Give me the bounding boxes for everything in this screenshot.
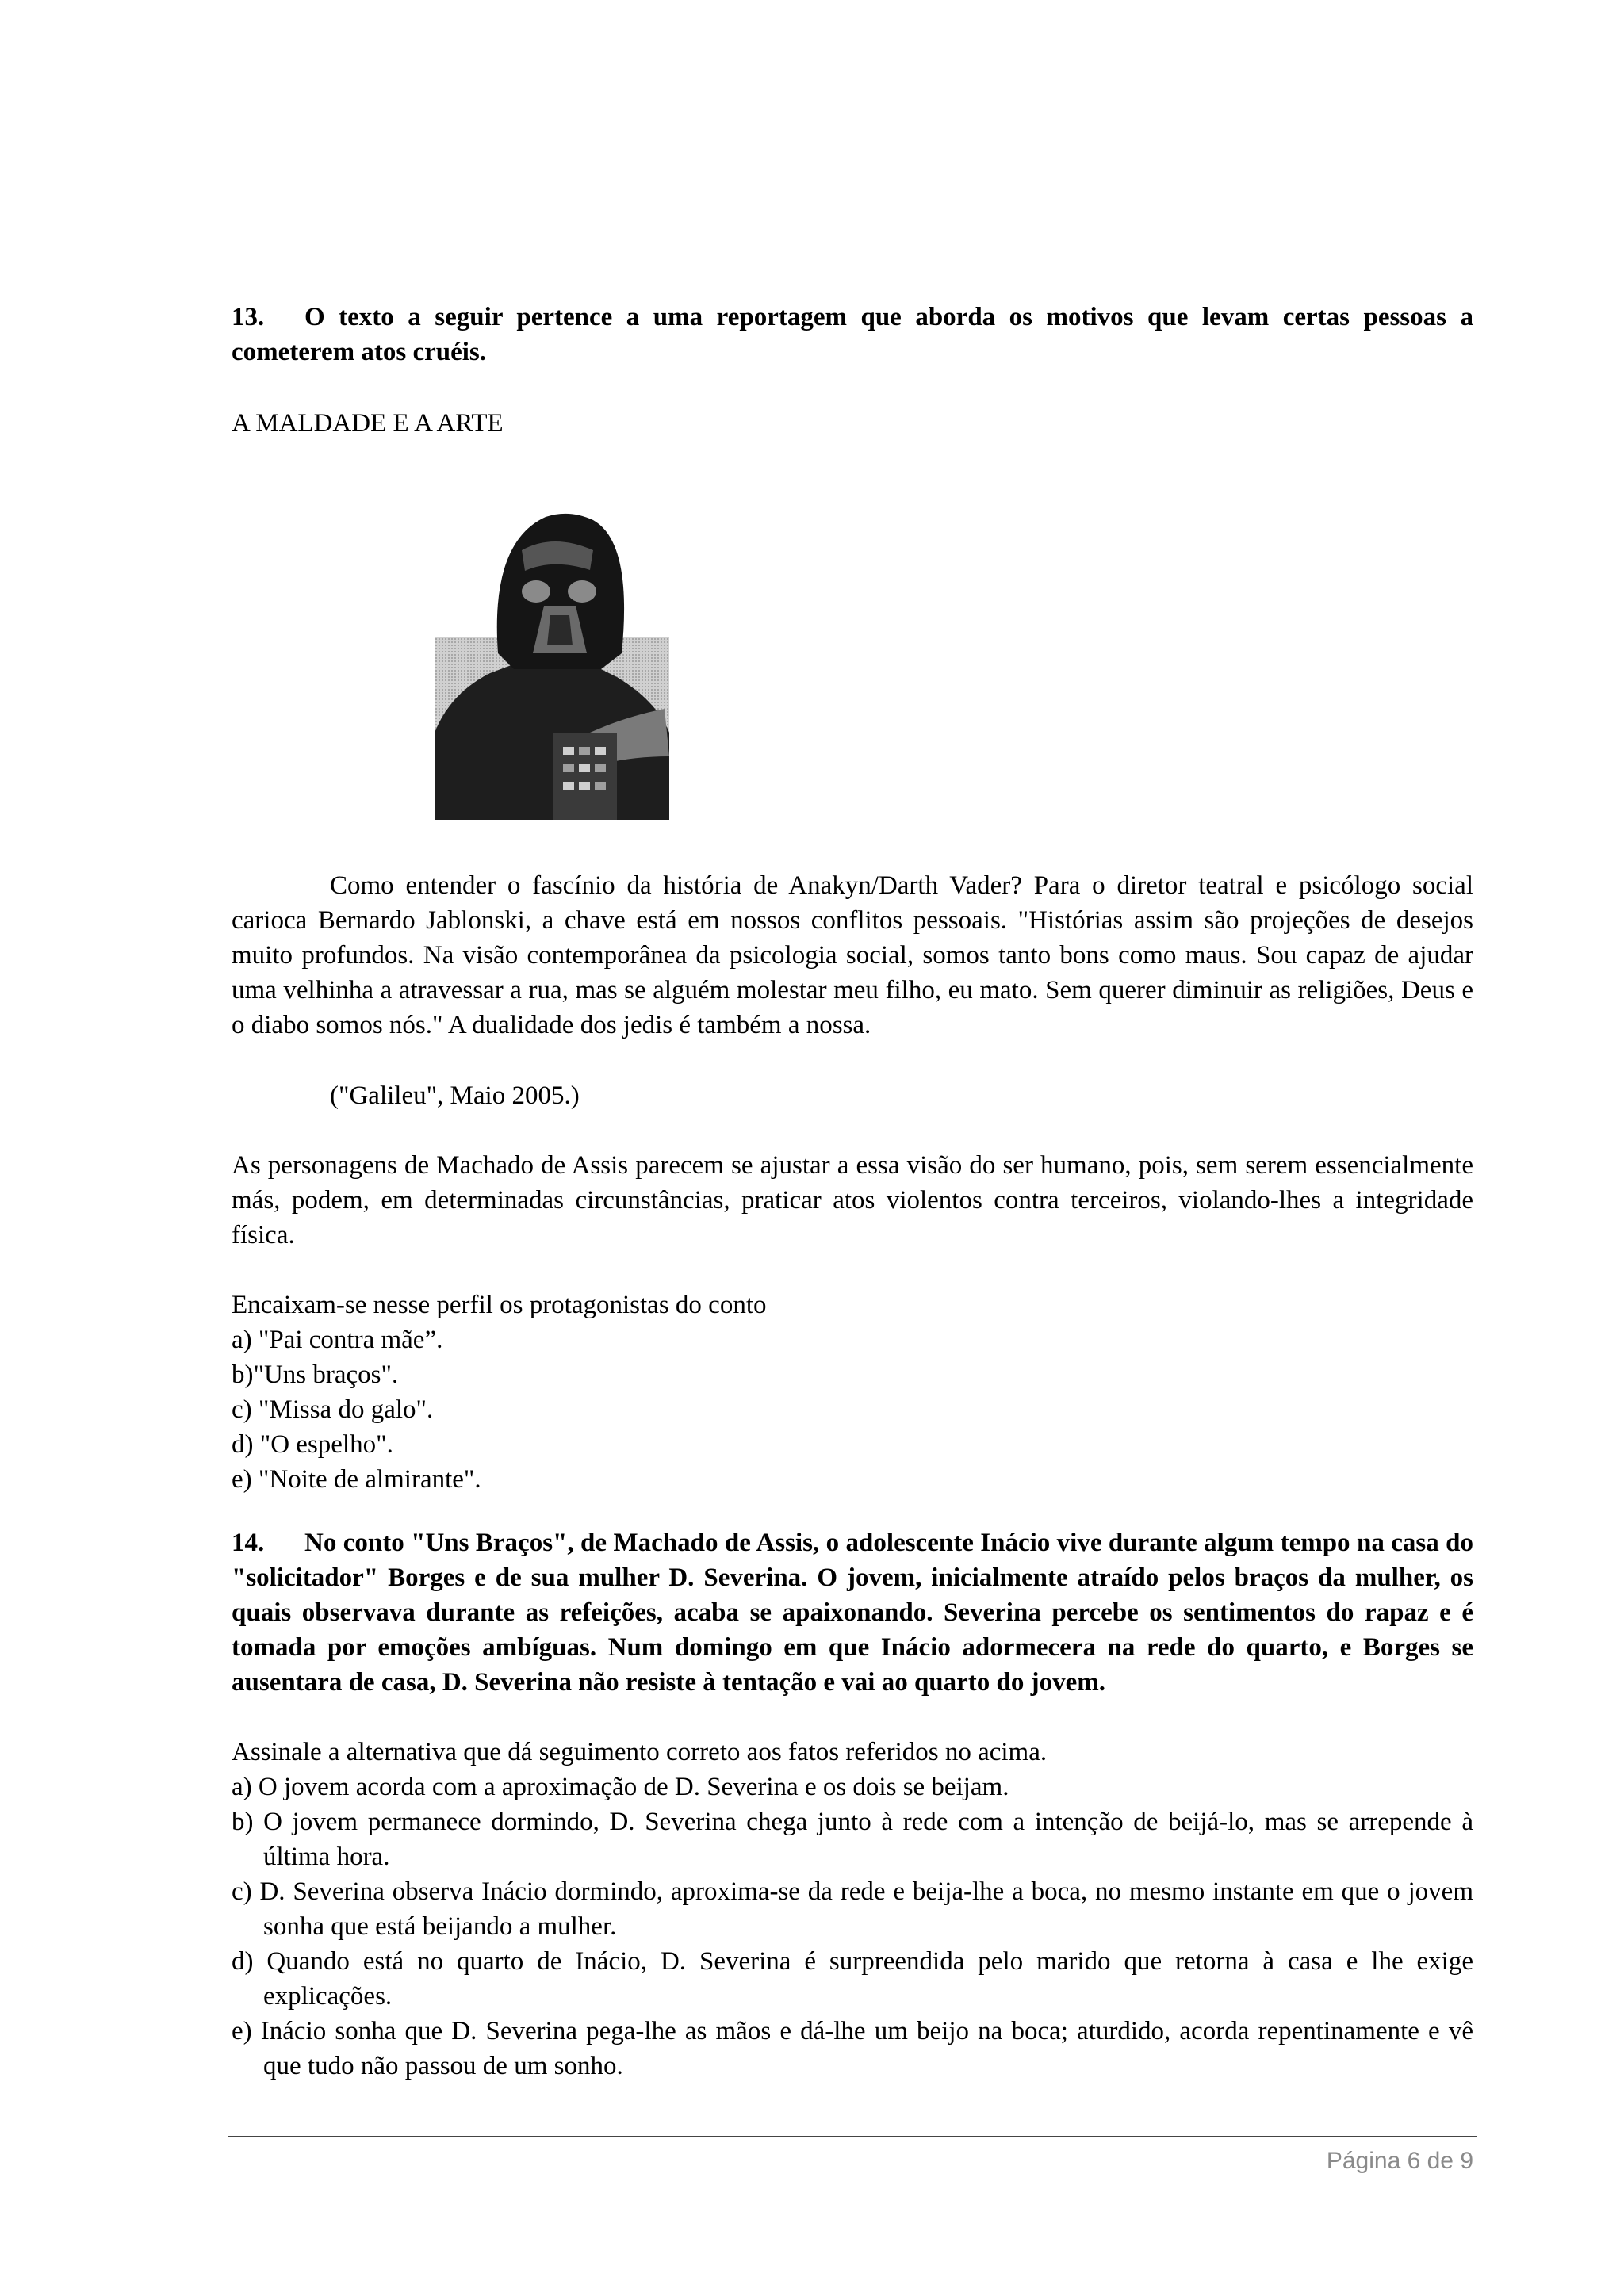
footer-divider (228, 2136, 1477, 2137)
option-e: e) "Noite de almirante". (232, 1465, 481, 1494)
question-13-prompt (232, 300, 1473, 369)
option-b: b)"Uns braços". (232, 1360, 399, 1389)
question-13-options (232, 1288, 1473, 1497)
option-b: b) O jovem permanece dormindo, D. Severina chega junto à rede com a intenção de beijá-lo, mas se arrepende à última hora. (232, 1808, 1473, 1871)
option-d: d) "O espelho". (232, 1430, 393, 1459)
question-13-comment: As personagens de Machado de Assis parecem se ajustar a essa visão do ser humano, pois, sem serem essencialmente más, podem, em determinadas circunstâncias, praticar atos violentos contra terceiros, violando-lhes a integridade física. (232, 1151, 1473, 1249)
article-source: ("Galileu", Maio 2005.) (330, 1081, 580, 1110)
option-e: e) Inácio sonha que D. Severina pega-lhe as mãos e dá-lhe um beijo na boca; aturdido, acorda repentinamente e vê que tudo não passou de um sonho. (232, 2017, 1473, 2080)
question-14-number: 14. (232, 1529, 265, 1557)
question-14-prompt (232, 1525, 1473, 1700)
article-title: A MALDADE E A ARTE (232, 409, 504, 438)
option-c: c) "Missa do galo". (232, 1395, 434, 1424)
question-13-stem: Encaixam-se nesse perfil os protagonistas do conto (232, 1291, 767, 1319)
option-a: a) "Pai contra mãe”. (232, 1326, 443, 1354)
question-14-text: No conto "Uns Braços", de Machado de Assis, o adolescente Inácio vive durante algum tempo na casa do "solicitador" Borges e de sua mulher D. Severina. O jovem, inicialmente atraído pelos braços da mulher, os quais observava durante as refeições, acaba se apaixonando. Severina percebe os sentimentos do rapaz e é tomada por emoções ambíguas. Num domingo em que Inácio adormecera na rede do quarto, e Borges se ausentara de casa, D. Severina não resiste à tentação e vai ao quarto do jovem. (232, 1529, 1473, 1697)
option-d: d) Quando está no quarto de Inácio, D. Severina é surpreendida pelo marido que retorna à casa e lhe exige explicações. (232, 1947, 1473, 2011)
article-passage: Como entender o fascínio da história de Anakyn/Darth Vader? Para o diretor teatral e psicólogo social carioca Bernardo Jablonski, a chave está em nossos conflitos pessoais. "Histórias assim são projeções de desejos muito profundos. Na visão contemporânea da psicologia social, somos tanto bons como maus. Sou capaz de ajudar uma velhinha a atravessar a rua, mas se alguém molestar meu filho, eu mato. Sem querer diminuir as religiões, Deus e o diabo somos nós." A dualidade dos jedis é também a nossa. (232, 871, 1473, 1039)
page-number: Página 6 de 9 (1326, 2148, 1473, 2174)
option-a: a) O jovem acorda com a aproximação de D. Severina e os dois se beijam. (232, 1773, 1009, 1801)
question-13-number: 13. (232, 303, 265, 331)
darth-vader-photo (435, 495, 669, 820)
option-c: c) D. Severina observa Inácio dormindo, aproxima-se da rede e beija-lhe a boca, no mesmo instante em que o jovem sonha que está beijando a mulher. (232, 1877, 1473, 1941)
question-14-options (232, 1770, 1473, 2084)
question-14-instruction: Assinale a alternativa que dá seguimento correto aos fatos referidos no acima. (232, 1738, 1048, 1766)
question-13-text: O texto a seguir pertence a uma reportagem que aborda os motivos que levam certas pessoas a cometerem atos cruéis. (232, 303, 1473, 366)
